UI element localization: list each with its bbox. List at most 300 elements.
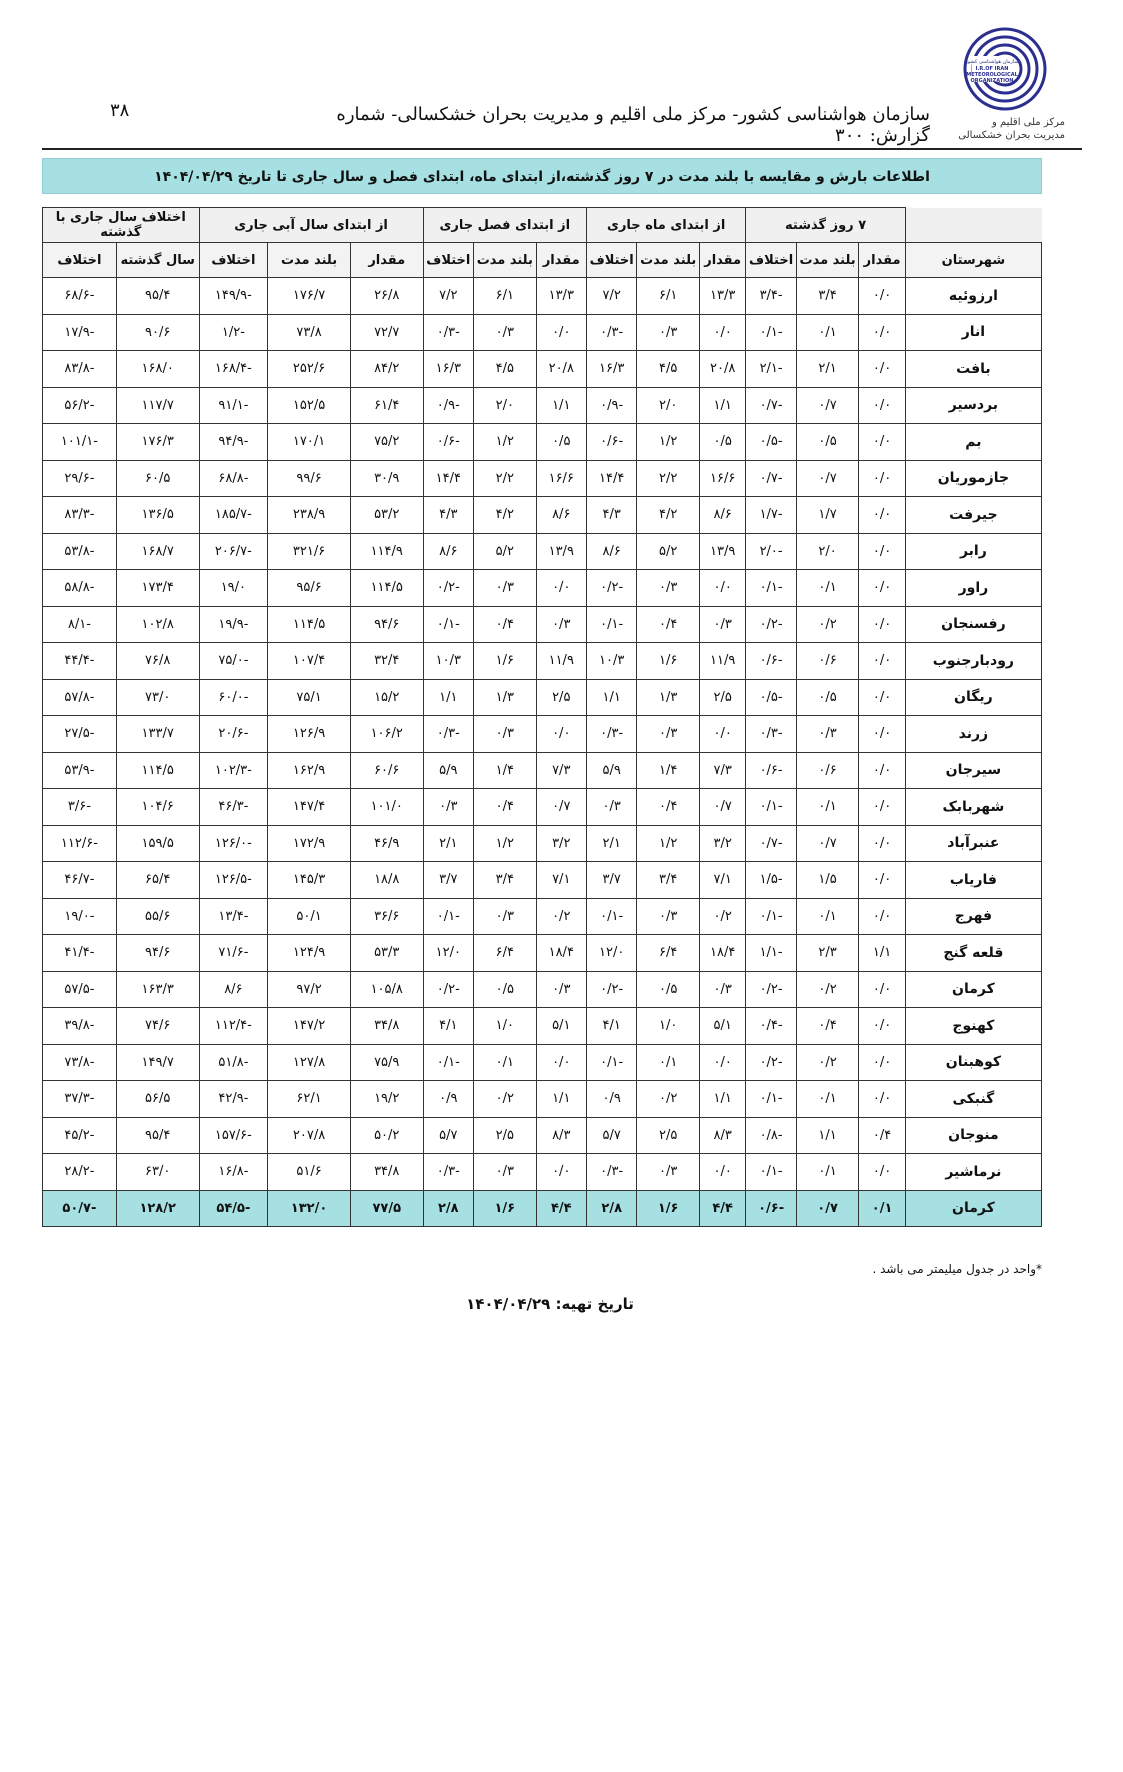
value-cell: ۷۵/۱ — [268, 679, 351, 716]
value-cell: ۰/۴ — [796, 1008, 859, 1045]
column-header: مقدار — [699, 243, 745, 278]
value-cell: -۶۸/۶ — [43, 278, 117, 315]
value-cell: ۷/۲ — [586, 278, 636, 315]
value-cell: ۰/۰ — [859, 460, 905, 497]
value-cell: -۰/۶ — [746, 643, 796, 680]
value-cell: ۱/۱ — [699, 1081, 745, 1118]
column-header: بلند مدت — [796, 243, 859, 278]
value-cell: -۰/۷ — [746, 460, 796, 497]
table-row — [43, 643, 1042, 680]
value-cell: ۰/۳ — [474, 716, 537, 753]
table-body — [43, 278, 1042, 1227]
value-cell: ۰/۰ — [859, 1044, 905, 1081]
city-cell: انار — [905, 314, 1041, 351]
value-cell: ۳/۴ — [796, 278, 859, 315]
value-cell: ۰/۰ — [859, 971, 905, 1008]
city-cell: جیرفت — [905, 497, 1041, 534]
value-cell: ۱۷۰/۱ — [268, 424, 351, 461]
column-header: اختلاف — [43, 243, 117, 278]
value-cell: ۰/۲ — [796, 1044, 859, 1081]
value-cell: ۱۶۸/۷ — [116, 533, 199, 570]
value-cell: ۴۶/۹ — [350, 825, 423, 862]
value-cell: ۰/۷ — [796, 825, 859, 862]
column-header: مقدار — [350, 243, 423, 278]
value-cell: ۹۵/۶ — [268, 570, 351, 607]
value-cell: ۱۱۴/۵ — [116, 752, 199, 789]
value-cell: -۰/۶ — [423, 424, 473, 461]
value-cell: -۰/۶ — [746, 752, 796, 789]
group-water-year: از ابتدای سال آبی جاری — [199, 208, 423, 243]
value-cell: ۰/۱ — [796, 789, 859, 826]
value-cell: ۰/۰ — [859, 862, 905, 899]
value-cell: ۹۴/۶ — [350, 606, 423, 643]
value-cell: ۱۶/۳ — [586, 351, 636, 388]
value-cell: -۸/۱ — [43, 606, 117, 643]
value-cell: -۴۱/۴ — [43, 935, 117, 972]
logo-line-3: ORGANIZATION — [970, 78, 1014, 84]
value-cell: ۱۳۳/۷ — [116, 716, 199, 753]
value-cell: ۱۶۲/۹ — [268, 752, 351, 789]
value-cell: ۲/۵ — [699, 679, 745, 716]
value-cell: -۱/۱ — [746, 935, 796, 972]
value-cell: ۱۶۸/۰ — [116, 351, 199, 388]
value-cell: ۵۶/۵ — [116, 1081, 199, 1118]
value-cell: ۰/۰ — [536, 1044, 586, 1081]
value-cell: ۰/۳ — [637, 570, 700, 607]
value-cell: -۱۰۲/۳ — [199, 752, 268, 789]
value-cell: ۵۰/۲ — [350, 1117, 423, 1154]
table-row — [43, 424, 1042, 461]
value-cell: ۲۰/۸ — [699, 351, 745, 388]
value-cell: -۱۱۲/۴ — [199, 1008, 268, 1045]
value-cell: -۰/۳ — [423, 716, 473, 753]
value-cell: ۵/۹ — [423, 752, 473, 789]
value-cell: ۰/۰ — [859, 606, 905, 643]
value-cell: -۴۴/۴ — [43, 643, 117, 680]
value-cell: ۸/۶ — [536, 497, 586, 534]
value-cell: ۵/۱ — [699, 1008, 745, 1045]
value-cell: -۱۹/۹ — [199, 606, 268, 643]
value-cell: ۳/۲ — [699, 825, 745, 862]
value-cell: -۱۲۶/۰ — [199, 825, 268, 862]
value-cell: -۶۸/۸ — [199, 460, 268, 497]
value-cell: -۴۶/۷ — [43, 862, 117, 899]
value-cell: ۴/۲ — [637, 497, 700, 534]
value-cell: ۰/۵ — [796, 679, 859, 716]
value-cell: ۰/۷ — [796, 1190, 859, 1227]
value-cell: ۱۹/۲ — [350, 1081, 423, 1118]
value-cell: -۰/۱ — [423, 898, 473, 935]
value-cell: -۱۶۸/۴ — [199, 351, 268, 388]
value-cell: ۰/۰ — [859, 533, 905, 570]
city-cell: کرمان — [905, 971, 1041, 1008]
value-cell: ۰/۱ — [796, 1154, 859, 1191]
value-cell: -۰/۸ — [746, 1117, 796, 1154]
logo — [945, 26, 1065, 142]
column-header: اختلاف — [746, 243, 796, 278]
value-cell: ۰/۰ — [859, 351, 905, 388]
value-cell: ۷۵/۲ — [350, 424, 423, 461]
table-row — [43, 497, 1042, 534]
value-cell: ۱۱۴/۵ — [350, 570, 423, 607]
value-cell: ۴/۵ — [637, 351, 700, 388]
value-cell: ۲/۸ — [586, 1190, 636, 1227]
value-cell: ۰/۳ — [796, 716, 859, 753]
table-row — [43, 1081, 1042, 1118]
value-cell: ۱/۱ — [536, 387, 586, 424]
value-cell: ۰/۲ — [474, 1081, 537, 1118]
value-cell: ۰/۳ — [637, 898, 700, 935]
value-cell: ۷/۲ — [423, 278, 473, 315]
value-cell: ۱۲۸/۲ — [116, 1190, 199, 1227]
column-header: بلند مدت — [268, 243, 351, 278]
value-cell: ۰/۰ — [859, 643, 905, 680]
value-cell: ۷۴/۶ — [116, 1008, 199, 1045]
value-cell: -۶۰/۰ — [199, 679, 268, 716]
value-cell: ۰/۰ — [859, 497, 905, 534]
value-cell: -۰/۱ — [586, 606, 636, 643]
value-cell: ۳۴/۸ — [350, 1008, 423, 1045]
group-header-row — [43, 208, 1042, 243]
value-cell: ۲/۲ — [637, 460, 700, 497]
value-cell: ۱/۳ — [474, 679, 537, 716]
value-cell: ۸۴/۲ — [350, 351, 423, 388]
value-cell: -۱۸۵/۷ — [199, 497, 268, 534]
value-cell: ۵۳/۲ — [350, 497, 423, 534]
blank-corner — [905, 208, 1041, 243]
value-cell: ۶/۴ — [474, 935, 537, 972]
value-cell: ۰/۴ — [637, 606, 700, 643]
value-cell: ۳/۷ — [423, 862, 473, 899]
value-cell: ۶۰/۶ — [350, 752, 423, 789]
value-cell: -۳/۴ — [746, 278, 796, 315]
value-cell: ۱/۰ — [637, 1008, 700, 1045]
table-row — [43, 825, 1042, 862]
value-cell: -۰/۲ — [423, 570, 473, 607]
logo-top-text: سازمان هواشناسی کشور — [965, 59, 1019, 65]
value-cell: ۴/۳ — [586, 497, 636, 534]
value-cell: ۱۸/۴ — [536, 935, 586, 972]
value-cell: ۰/۳ — [474, 570, 537, 607]
value-cell: ۴/۱ — [423, 1008, 473, 1045]
value-cell: ۳/۴ — [474, 862, 537, 899]
value-cell: ۲/۱ — [423, 825, 473, 862]
value-cell: -۱۶/۸ — [199, 1154, 268, 1191]
value-cell: -۷۵/۰ — [199, 643, 268, 680]
value-cell: ۱/۲ — [637, 825, 700, 862]
value-cell: ۵/۲ — [637, 533, 700, 570]
city-cell: سیرجان — [905, 752, 1041, 789]
value-cell: -۰/۶ — [746, 1190, 796, 1227]
value-cell: ۰/۶ — [796, 643, 859, 680]
value-cell: ۲/۰ — [474, 387, 537, 424]
value-cell: ۶/۱ — [637, 278, 700, 315]
value-cell: ۶/۴ — [637, 935, 700, 972]
value-cell: -۰/۱ — [423, 1044, 473, 1081]
city-cell: رودبارجنوب — [905, 643, 1041, 680]
value-cell: ۵/۷ — [586, 1117, 636, 1154]
value-cell: ۰/۳ — [474, 1154, 537, 1191]
value-cell: ۱۳۲/۰ — [268, 1190, 351, 1227]
value-cell: ۱۲/۰ — [586, 935, 636, 972]
value-cell: ۳/۷ — [586, 862, 636, 899]
value-cell: -۵۶/۲ — [43, 387, 117, 424]
value-cell: ۱/۲ — [474, 825, 537, 862]
value-cell: ۱۱/۹ — [536, 643, 586, 680]
table-row — [43, 278, 1042, 315]
value-cell: ۶/۱ — [474, 278, 537, 315]
value-cell: -۰/۶ — [586, 424, 636, 461]
value-cell: -۱۵۷/۶ — [199, 1117, 268, 1154]
value-cell: ۰/۳ — [586, 789, 636, 826]
value-cell: -۸۳/۸ — [43, 351, 117, 388]
value-cell: ۰/۱ — [859, 1190, 905, 1227]
table-row — [43, 971, 1042, 1008]
value-cell: ۰/۱ — [474, 1044, 537, 1081]
value-cell: ۱۲۷/۸ — [268, 1044, 351, 1081]
logo-line-2: METEOROLOGICAL — [966, 72, 1018, 78]
value-cell: -۲/۰ — [746, 533, 796, 570]
value-cell: ۱۴۷/۴ — [268, 789, 351, 826]
value-cell: ۳/۴ — [637, 862, 700, 899]
value-cell: ۱۱/۹ — [699, 643, 745, 680]
value-cell: -۰/۱ — [586, 898, 636, 935]
value-cell: ۲/۱ — [796, 351, 859, 388]
table-row — [43, 533, 1042, 570]
value-cell: ۰/۰ — [859, 1008, 905, 1045]
value-cell: ۱۰۷/۴ — [268, 643, 351, 680]
value-cell: ۰/۰ — [859, 898, 905, 935]
value-cell: ۰/۷ — [536, 789, 586, 826]
table-row — [43, 716, 1042, 753]
value-cell: ۰/۰ — [536, 1154, 586, 1191]
value-cell: -۰/۱ — [746, 314, 796, 351]
value-cell: ۱/۱ — [699, 387, 745, 424]
value-cell: ۱/۶ — [637, 1190, 700, 1227]
value-cell: ۰/۳ — [699, 606, 745, 643]
logo-caption — [945, 116, 1065, 142]
value-cell: ۰/۱ — [796, 570, 859, 607]
value-cell: ۲۳۸/۹ — [268, 497, 351, 534]
value-cell: ۱۷۶/۷ — [268, 278, 351, 315]
column-header: سال گذشته — [116, 243, 199, 278]
value-cell: ۰/۰ — [699, 1154, 745, 1191]
value-cell: ۰/۴ — [474, 606, 537, 643]
page-number: ۳۸ — [110, 100, 130, 121]
table-row — [43, 314, 1042, 351]
value-cell: -۱۱۲/۶ — [43, 825, 117, 862]
value-cell: ۰/۰ — [859, 1154, 905, 1191]
value-cell: ۱۴۵/۳ — [268, 862, 351, 899]
value-cell: ۱۲/۰ — [423, 935, 473, 972]
city-cell: رفسنجان — [905, 606, 1041, 643]
city-cell: رابر — [905, 533, 1041, 570]
value-cell: -۳۹/۸ — [43, 1008, 117, 1045]
value-cell: ۸/۶ — [199, 971, 268, 1008]
value-cell: ۱۶/۶ — [536, 460, 586, 497]
value-cell: ۵/۱ — [536, 1008, 586, 1045]
value-cell: ۰/۰ — [536, 314, 586, 351]
value-cell: ۱/۱ — [586, 679, 636, 716]
value-cell: ۹۹/۶ — [268, 460, 351, 497]
value-cell: ۳۰/۹ — [350, 460, 423, 497]
column-header: اختلاف — [199, 243, 268, 278]
value-cell: -۰/۱ — [746, 1154, 796, 1191]
table-row — [43, 679, 1042, 716]
table-row — [43, 570, 1042, 607]
table-row — [43, 1117, 1042, 1154]
value-cell: ۰/۴ — [637, 789, 700, 826]
value-cell: -۰/۲ — [586, 971, 636, 1008]
value-cell: ۰/۰ — [859, 789, 905, 826]
value-cell: ۰/۰ — [699, 716, 745, 753]
table-row — [43, 789, 1042, 826]
group-year-difference: اختلاف سال جاری با گذشته — [43, 208, 200, 243]
value-cell: ۰/۰ — [859, 570, 905, 607]
value-cell: ۱/۷ — [796, 497, 859, 534]
city-cell: نرماشیر — [905, 1154, 1041, 1191]
value-cell: ۱۴۷/۲ — [268, 1008, 351, 1045]
value-cell: ۱۰۶/۲ — [350, 716, 423, 753]
value-cell: ۱/۱ — [423, 679, 473, 716]
value-cell: ۲/۵ — [474, 1117, 537, 1154]
value-cell: ۱۱۴/۵ — [268, 606, 351, 643]
value-cell: ۰/۰ — [859, 825, 905, 862]
value-cell: ۰/۰ — [536, 716, 586, 753]
value-cell: ۱/۱ — [796, 1117, 859, 1154]
value-cell: ۰/۰ — [859, 278, 905, 315]
value-cell: ۰/۱ — [796, 314, 859, 351]
value-cell: -۵۴/۵ — [199, 1190, 268, 1227]
meteorological-organization-logo-icon — [962, 26, 1048, 112]
value-cell: ۰/۰ — [859, 387, 905, 424]
value-cell: ۰/۳ — [474, 898, 537, 935]
value-cell: ۱۳۶/۵ — [116, 497, 199, 534]
value-cell: ۱۳/۳ — [536, 278, 586, 315]
value-cell: -۱/۲ — [199, 314, 268, 351]
value-cell: -۰/۷ — [746, 825, 796, 862]
value-cell: ۵/۹ — [586, 752, 636, 789]
column-header: اختلاف — [586, 243, 636, 278]
value-cell: ۴/۴ — [536, 1190, 586, 1227]
value-cell: -۰/۱ — [586, 1044, 636, 1081]
value-cell: ۱۵/۲ — [350, 679, 423, 716]
value-cell: -۲۹/۶ — [43, 460, 117, 497]
value-cell: ۱۸/۸ — [350, 862, 423, 899]
value-cell: ۴/۵ — [474, 351, 537, 388]
value-cell: -۰/۲ — [746, 971, 796, 1008]
value-cell: -۰/۳ — [586, 1154, 636, 1191]
value-cell: -۴۶/۳ — [199, 789, 268, 826]
value-cell: ۰/۱ — [637, 1044, 700, 1081]
value-cell: ۰/۳ — [474, 314, 537, 351]
value-cell: -۲/۱ — [746, 351, 796, 388]
value-cell: ۸/۳ — [699, 1117, 745, 1154]
value-cell: -۵۳/۸ — [43, 533, 117, 570]
value-cell: ۰/۰ — [859, 1081, 905, 1118]
table-row — [43, 460, 1042, 497]
table-row — [43, 752, 1042, 789]
logo-caption-line-2: مدیریت بحران خشکسالی — [958, 130, 1065, 141]
value-cell: ۰/۰ — [536, 570, 586, 607]
value-cell: ۷/۳ — [699, 752, 745, 789]
value-cell: ۸/۶ — [586, 533, 636, 570]
value-cell: ۰/۳ — [423, 789, 473, 826]
table-row — [43, 351, 1042, 388]
value-cell: ۴/۴ — [699, 1190, 745, 1227]
value-cell: -۰/۱ — [746, 898, 796, 935]
city-cell: زرند — [905, 716, 1041, 753]
value-cell: ۷/۱ — [699, 862, 745, 899]
value-cell: -۰/۴ — [746, 1008, 796, 1045]
value-cell: ۱/۶ — [474, 1190, 537, 1227]
table-row — [43, 1008, 1042, 1045]
value-cell: ۱/۶ — [474, 643, 537, 680]
table-row — [43, 935, 1042, 972]
value-cell: ۰/۰ — [859, 679, 905, 716]
value-cell: ۰/۰ — [699, 570, 745, 607]
column-header: اختلاف — [423, 243, 473, 278]
value-cell: ۰/۷ — [796, 387, 859, 424]
value-cell: ۸/۶ — [423, 533, 473, 570]
value-cell: -۰/۱ — [746, 1081, 796, 1118]
value-cell: ۱۴/۴ — [586, 460, 636, 497]
value-cell: ۰/۷ — [796, 460, 859, 497]
value-cell: -۱۷/۹ — [43, 314, 117, 351]
city-cell: گنبکی — [905, 1081, 1041, 1118]
value-cell: ۱۳/۳ — [699, 278, 745, 315]
value-cell: -۱۹/۰ — [43, 898, 117, 935]
value-cell: ۲/۱ — [586, 825, 636, 862]
column-header-city: شهرستان — [905, 243, 1041, 278]
value-cell: -۰/۱ — [746, 570, 796, 607]
value-cell: ۰/۰ — [699, 314, 745, 351]
value-cell: -۰/۷ — [746, 387, 796, 424]
value-cell: ۰/۳ — [536, 606, 586, 643]
value-cell: -۰/۱ — [423, 606, 473, 643]
value-cell: -۹۱/۱ — [199, 387, 268, 424]
value-cell: ۱/۵ — [796, 862, 859, 899]
value-cell: ۰/۰ — [859, 716, 905, 753]
value-cell: ۷/۱ — [536, 862, 586, 899]
value-cell: -۱۲۶/۵ — [199, 862, 268, 899]
value-cell: ۹۰/۶ — [116, 314, 199, 351]
city-cell: منوجان — [905, 1117, 1041, 1154]
value-cell: ۰/۵ — [796, 424, 859, 461]
value-cell: ۱۶/۳ — [423, 351, 473, 388]
value-cell: -۰/۵ — [746, 424, 796, 461]
value-cell: -۰/۵ — [746, 679, 796, 716]
value-cell: ۱۲۶/۹ — [268, 716, 351, 753]
value-cell: ۲/۰ — [796, 533, 859, 570]
group-7-days: ۷ روز گذشته — [746, 208, 905, 243]
city-cell: قلعه گنج — [905, 935, 1041, 972]
value-cell: ۰/۴ — [859, 1117, 905, 1154]
value-cell: ۰/۲ — [699, 898, 745, 935]
value-cell: ۰/۰ — [859, 314, 905, 351]
value-cell: ۱۳/۹ — [699, 533, 745, 570]
value-cell: ۱۸/۴ — [699, 935, 745, 972]
value-cell: -۲۰۶/۷ — [199, 533, 268, 570]
value-cell: ۱۴۹/۷ — [116, 1044, 199, 1081]
value-cell: ۲۵۲/۶ — [268, 351, 351, 388]
logo-line-1: I.R.OF IRAN — [975, 66, 1009, 72]
value-cell: ۰/۰ — [859, 424, 905, 461]
value-cell: ۴/۱ — [586, 1008, 636, 1045]
value-cell: ۵/۷ — [423, 1117, 473, 1154]
value-cell: ۲/۲ — [474, 460, 537, 497]
value-cell: ۱۰۵/۸ — [350, 971, 423, 1008]
